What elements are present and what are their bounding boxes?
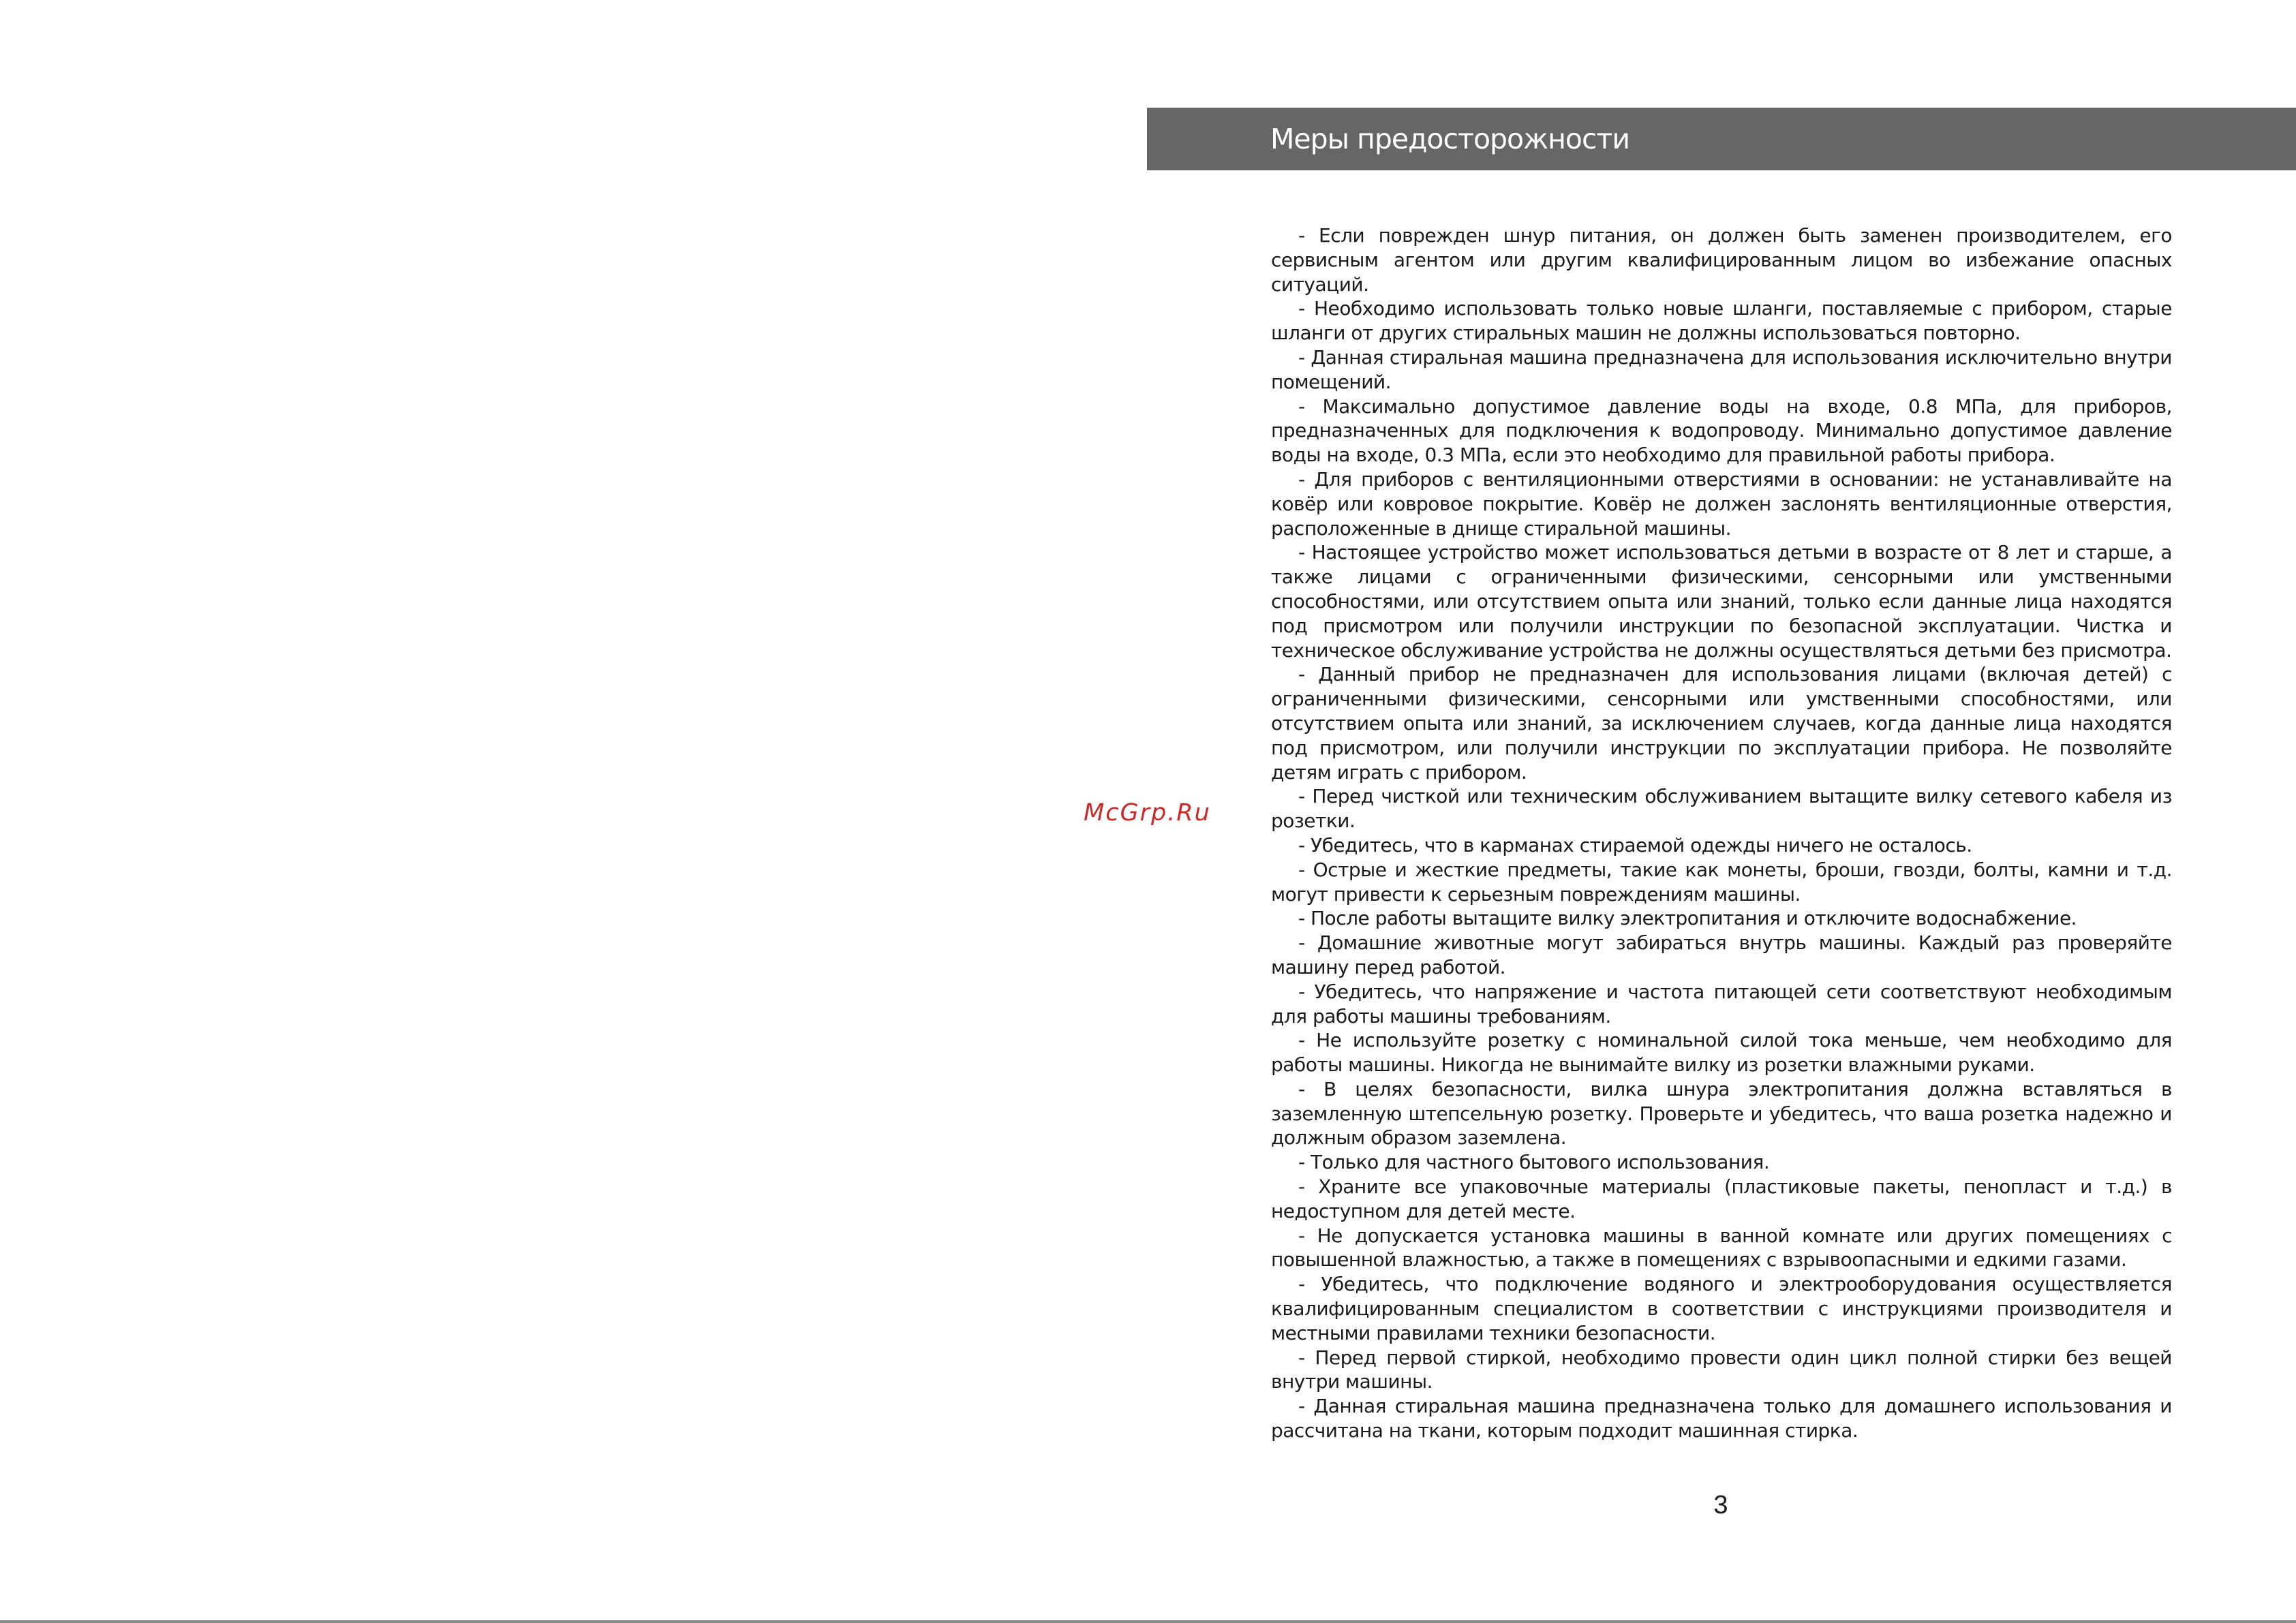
paragraph: - Данная стиральная машина предназначена для использования исключительно внутри помещений. [1271,345,2172,393]
paragraph: - Необходимо использовать только новые шланги, поставляемые с прибором, старые шланги от других стиральных машин не должны использоваться повторно. [1271,297,2172,345]
paragraph: - Данный прибор не предназначен для использования лицами (включая детей) с ограниченными физическими, сенсорными или умственными способностями, или отсутствием опыта или знаний, за исключением случаев, когда данные лица находятся под присмотром, или получили инструкции по эксплуатации прибора. Не позволяйте детям играть с прибором. [1271,663,2172,784]
paragraph: - Перед первой стиркой, необходимо провести один цикл полной стирки без вещей внутри машины. [1271,1346,2172,1393]
paragraph: - Для приборов с вентиляционными отверстиями в основании: не устанавливайте на ковёр или ковровое покрытие. Ковёр не должен заслонять вентиляционные отверстия, расположенные в днище стиральной машины. [1271,467,2172,540]
page-bottom-divider [0,1620,2296,1623]
paragraph: - Перед чисткой или техническим обслуживанием вытащите вилку сетевого кабеля из розетки. [1271,785,2172,833]
paragraph: - После работы вытащите вилку электропитания и отключите водоснабжение. [1298,907,2077,930]
paragraph: - Убедитесь, что в карманах стираемой одежды ничего не осталось. [1298,833,1972,856]
paragraph: - Данная стиральная машина предназначена только для домашнего использования и рассчитана на ткани, которым подходит машинная стирка. [1271,1395,2172,1442]
paragraph: - Убедитесь, что подключение водяного и электрооборудования осуществляется квалифицированным специалистом в соответствии с инструкциями производителя и местными правилами техники безопасности. [1271,1273,2172,1344]
safety-instructions-body [1271,223,2172,1443]
paragraph: - Домашние животные могут забираться внутрь машины. Каждый раз проверяйте машину перед работой. [1271,931,2172,978]
paragraph: - Убедитесь, что напряжение и частота питающей сети соответствуют необходимым для работы машины требованиям. [1271,980,2172,1027]
section-header-bar [1147,108,2296,170]
paragraph: - Настоящее устройство может использоваться детьми в возрасте от 8 лет и старше, а также лицами с ограниченными физическими, сенсорными или умственными способностями, или отсутствием опыта или знаний, только если данные лица находятся под присмотром или получили инструкции по безопасной эксплуатации. Чистка и техническое обслуживание устройства не должны осуществляться детьми без присмотра. [1271,541,2172,662]
paragraph: - Острые и жесткие предметы, такие как монеты, броши, гвозди, болты, камни и т.д. могут привести к серьезным повреждениям машины. [1271,858,2172,906]
paragraph: - Если поврежден шнур питания, он должен быть заменен производителем, его сервисным агентом или другим квалифицированным лицом во избежание опасных ситуаций. [1271,224,2172,296]
paragraph: - Не используйте розетку с номинальной силой тока меньше, чем необходимо для работы машины. Никогда не вынимайте вилку из розетки влажными руками. [1271,1029,2172,1077]
paragraph: - Максимально допустимое давление воды на входе, 0.8 МПа, для приборов, предназначенных для подключения к водопроводу. Минимально допустимое давление воды на входе, 0.3 МПа, если это необходимо для правильной работы прибора. [1271,395,2172,467]
page-number: 3 [1713,1491,1728,1519]
section-title: Меры предосторожности [1270,123,1630,155]
paragraph: - Только для частного бытового использования. [1298,1151,1770,1174]
paragraph: - В целях безопасности, вилка шнура электропитания должна вставляться в заземленную штепсельную розетку. Проверьте и убедитесь, что ваша розетка надежно и должным образом заземлена. [1271,1077,2172,1149]
paragraph: - Не допускается установка машины в ванной комнате или других помещениях с повышенной влажностью, а также в помещениях с взрывоопасными и едкими газами. [1271,1224,2172,1271]
paragraph: - Храните все упаковочные материалы (пластиковые пакеты, пенопласт и т.д.) в недоступном для детей месте. [1271,1175,2172,1222]
watermark-text: McGrp.Ru [1084,799,1211,826]
